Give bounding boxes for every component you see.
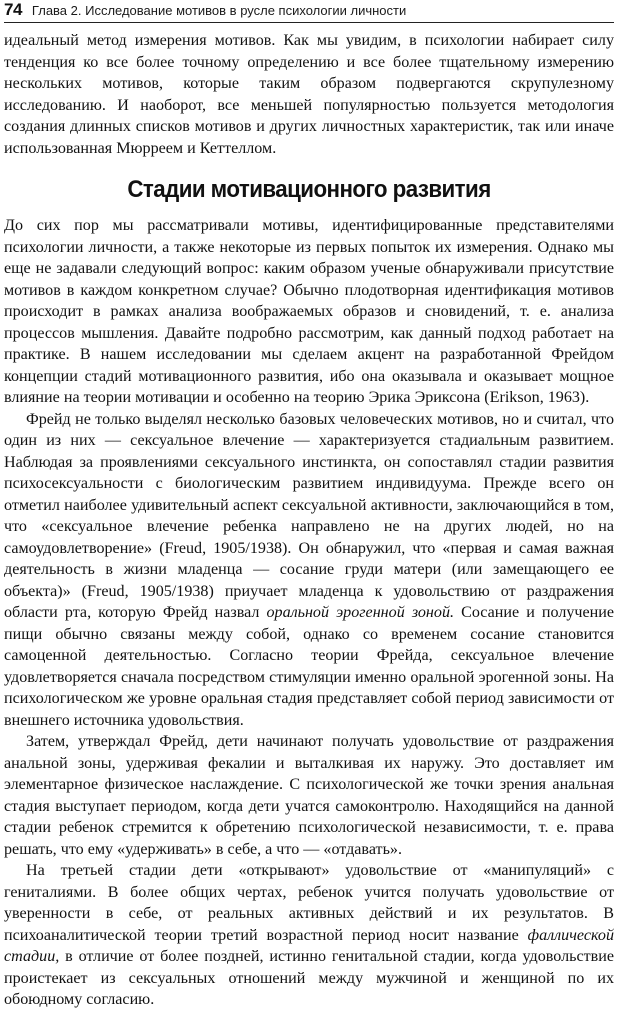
oral-erogenous-zone-term: оральной эрогенной зоной.	[266, 604, 455, 621]
phallic-stage-term: фаллической стадии,	[4, 926, 614, 965]
paragraph-1: До сих пор мы рассматривали мотивы, идентифицированные представителями психологии личности, а также некоторые из первых попыток их измерения. Однако мы еще не задавали следующий вопрос: каким образом ученые обнаруживали присутствие мотивов в каждом конкретном случае? Обычно плодотворная идентификация мотивов происходит в рамках анализа воображаемых образов и сновидений, т. е. анализа процессов мышления. Давайте подробно рассмотрим, как данный подход работает на практике. В нашем исследовании мы сделаем акцент на разработанной Фрейдом концепции стадий мотивационного развития, ибо она оказывала и оказывает мощное влияние на теории мотивации и особенно на теорию Эрика Эриксона (Erikson, 1963).	[4, 217, 614, 406]
running-head	[4, 0, 614, 23]
running-title: Глава 2. Исследование мотивов в русле психологии личности	[31, 3, 407, 18]
intro-paragraph: идеальный метод измерения мотивов. Как мы увидим, в психологии набирает силу тенденция ко все более точному определению и все более тщательному измерению нескольких мотивов, которые таким образом подвергаются скрупулезному исследованию. И наоборот, все меньшей популярностью пользуется методология создания длинных списков мотивов и других личностных характеристик, так или иначе использованная Мюрреем и Кеттеллом.	[4, 32, 614, 157]
paragraph-3: Затем, утверждал Фрейд, дети начинают получать удовольствие от раздражения анальной зоны, удерживая фекалии и выталкивая их наружу. Это доставляет им элементарное физическое наслаждение. С психологической же точки зрения анальная стадия выступает периодом, когда дети учатся самоконтролю. Находящийся на данной стадии ребенок стремится к обретению психологической независимости, т. е. права решать, что ему «удерживать» в себе, а что — «отдавать».	[4, 733, 614, 858]
paragraph-2-text-b: Сосание и получение пищи обычно связаны между собой, однако со временем сосание становится самоценной деятельностью. Согласно теории Фрейда, сексуальное влечение удовлетворяется сначала посредством стимуляции именно оральной эрогенной зоны. На психологическом же уровне оральная стадия представляет собой период зависимости от внешнего источника удовольствия.	[4, 604, 615, 729]
paragraph-4-text-a: На третьей стадии дети «открывают» удовольствие от «манипуляций» с гениталиями. В более общих чертах, ребенок учится получать удовольствие от уверенности в себе, от реальных активных действий и их результатов. В психоаналитической теории третий возрастной период носит название	[4, 862, 614, 944]
paragraph-4	[4, 860, 614, 1011]
paragraph-2-text-a: Фрейд не только выделял несколько базовых человеческих мотивов, но и считал, что один из них — сексуальное влечение — характеризуется стадиальным развитием. Наблюдая за проявлениями сексуального инстинкта, он сопоставлял стадии развития психосексуальности с биологическим развитием индивидуума. Прежде всего он отметил наиболее удивительный аспект сексуальной активности, заключающийся в том, что «сексуальное влечение ребенка направлено не на других людей, но на самоудовлетворение» (Freud, 1905/1938). Он обнаружил, что «первая и самая важная деятельность в жизни младенца — сосание груди матери (или замещающего ее объекта)» (Freud, 1905/1938) приучает младенца к удовольствию от раздражения области рта, которую Фрейд назвал	[4, 410, 614, 621]
section-heading: Стадии мотивационного развития	[127, 176, 491, 203]
paragraph-4-text-b: в отличие от более поздней, истинно генитальной стадии, когда удовольствие проистекает из сексуальных отношений между мужчиной и женщиной по их обоюдному согласию.	[4, 948, 614, 1008]
paragraph-2	[4, 409, 614, 732]
page-number: 74	[4, 0, 22, 19]
